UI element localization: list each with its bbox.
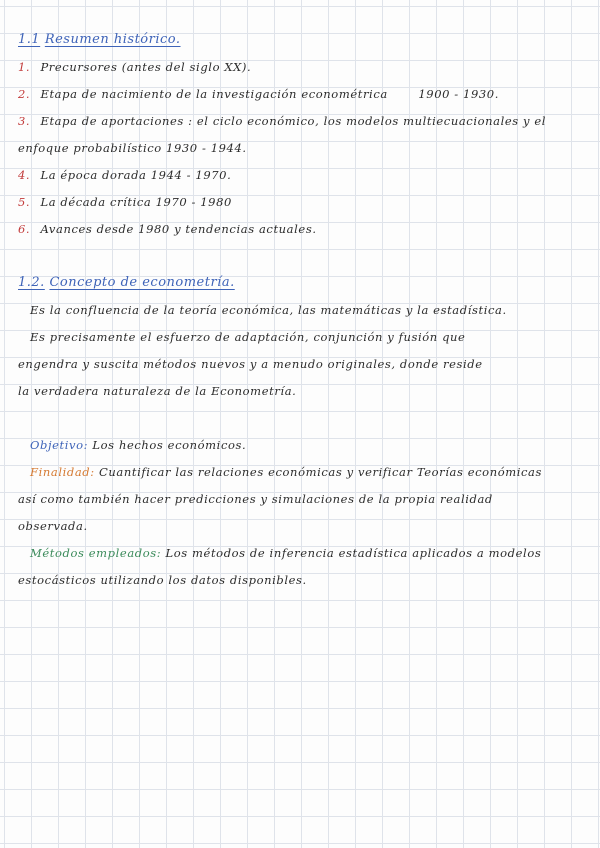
finalidad-text: Cuantificar las relaciones económicas y verificar Teorías económicas [99, 465, 543, 479]
section-1-title: Resumen histórico. [44, 32, 181, 47]
concept-text: engendra y suscita métodos nuevos y a menudo originales, donde reside [18, 357, 483, 371]
item-number: 4. [18, 168, 31, 182]
history-item-2 [18, 87, 499, 101]
item-text: La época dorada 1944 - 1970. [40, 168, 232, 182]
finalidad-label: Finalidad: [30, 465, 95, 479]
finalidad-line-3 [18, 519, 88, 533]
objetivo-text: Los hechos económicos. [92, 438, 247, 452]
section-2-heading [18, 275, 235, 290]
section-1-heading [18, 32, 181, 47]
item-years: 1900 - 1930. [418, 87, 499, 101]
item-number: 2. [18, 87, 31, 101]
item-text: Etapa de aportaciones : el ciclo económico, los modelos multiecuacionales y el [40, 114, 547, 128]
finalidad-line-2 [18, 492, 493, 506]
concept-line-2 [30, 330, 465, 344]
history-item-4 [18, 168, 231, 182]
concept-line-4 [18, 384, 296, 398]
objetivo-label: Objetivo: [30, 438, 89, 452]
item-text: La década crítica 1970 - 1980 [40, 195, 232, 209]
concept-line-3 [18, 357, 483, 371]
history-item-3-continuation [18, 141, 247, 155]
history-item-6 [18, 222, 317, 236]
finalidad-line-1 [30, 465, 542, 479]
metodos-text: Los métodos de inferencia estadística aplicados a modelos [165, 546, 542, 560]
finalidad-text: observada. [18, 519, 88, 533]
item-text-continuation: enfoque probabilístico 1930 - 1944. [18, 141, 247, 155]
metodos-label: Métodos empleados: [30, 546, 162, 560]
item-number: 3. [18, 114, 31, 128]
concept-line-1 [30, 303, 507, 317]
metodos-line-1 [30, 546, 541, 560]
item-text: Etapa de nacimiento de la investigación econométrica [40, 87, 388, 101]
item-number: 1. [18, 60, 31, 74]
history-item-5 [18, 195, 232, 209]
item-text: Avances desde 1980 y tendencias actuales. [40, 222, 317, 236]
concept-text: la verdadera naturaleza de la Econometría. [18, 384, 297, 398]
concept-text: Es precisamente el esfuerzo de adaptación, conjunción y fusión que [30, 330, 466, 344]
metodos-text: estocásticos utilizando los datos disponibles. [18, 573, 307, 587]
item-text: Precursores (antes del siglo XX). [40, 60, 252, 74]
objetivo-line [30, 438, 246, 452]
concept-text: Es la confluencia de la teoría económica, las matemáticas y la estadística. [30, 303, 507, 317]
metodos-line-2 [18, 573, 307, 587]
item-number: 6. [18, 222, 31, 236]
section-1-number: 1.1 [18, 32, 41, 47]
section-2-number: 1.2. [18, 275, 45, 290]
history-item-3 [18, 114, 546, 128]
section-2-title: Concepto de econometría. [49, 275, 235, 290]
finalidad-text: así como también hacer predicciones y simulaciones de la propia realidad [18, 492, 493, 506]
item-number: 5. [18, 195, 31, 209]
history-item-1 [18, 60, 251, 74]
